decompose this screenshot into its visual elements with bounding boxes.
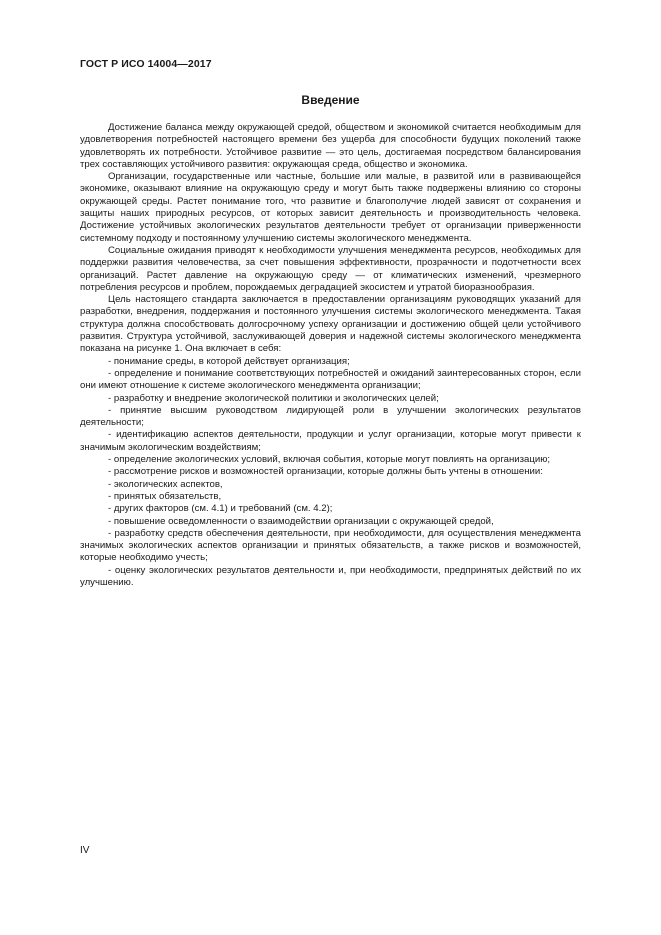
list-item: - разработку и внедрение экологической политики и экологических целей; — [108, 392, 439, 404]
paragraph: Цель настоящего стандарта заключается в предоставлении организациям руководящих указаний для разработки, внедрения, поддержания и постоянного улучшения системы экологического менеджмента. Такая структура должна способствовать долгосрочному успеху организации и достижению общей цели устойчивого развития. Структура устойчивой, заслуживающей доверия и надежной системы экологического менеджмента показана на рисунке 1. Она включает в себя: — [80, 294, 581, 355]
paragraph: Организации, государственные или частные, большие или малые, в развитой или в развивающейся экономике, оказывают влияние на окружающую среду и могут быть также подвержены влиянию со стороны окружающей среды. Растет понимание того, что развитие и благополучие людей зависят от сохранения и защиты наших природных ресурсов, от которых зависит деятельность и производительность человека. Достижение устойчивых экологических результатов деятельности требует от организации приверженности системному подходу и постоянному улучшению системы экологического менеджмента. — [80, 171, 581, 244]
list-item: - повышение осведомленности о взаимодействии организации с окружающей средой, — [108, 515, 494, 527]
list-item: - идентификацию аспектов деятельности, продукции и услуг организации, которые могут привести к значимым экологическим воздействиям; — [80, 429, 581, 453]
paragraph: Социальные ожидания приводят к необходимости улучшения менеджмента ресурсов, необходимых для поддержки развития человечества, за счет повышения эффективности, прозрачности и подотчетности всех организаций. Растет давление на окружающую среду — от климатических изменений, чрезмерного потребления ресурсов и проблем, порождаемых деградацией экосистем и утратой биоразнообразия. — [80, 244, 581, 293]
list-item: - определение и понимание соответствующих потребностей и ожиданий заинтересованных сторон, если они имеют отношение к системе экологического менеджмента организации; — [80, 367, 581, 392]
sub-list-item: - принятых обязательств, — [108, 490, 222, 502]
sub-list-item: - экологических аспектов, — [108, 478, 223, 490]
list-item: - определение экологических условий, включая события, которые могут повлиять на организацию; — [108, 454, 551, 466]
paragraph: Достижение баланса между окружающей средой, обществом и экономикой считается необходимым для удовлетворения потребностей настоящего времени без ущерба для способности будущих поколений также удовлетворять их потребности. Устойчивое развитие — это цель, достигаемая посредством балансирования трех составляющих устойчивого развития: окружающая среда, общество и экономика. — [80, 122, 581, 170]
page-number: IV — [80, 845, 90, 856]
list-item: - рассмотрение рисков и возможностей организации, которые должны быть учтены в отношении: — [108, 466, 543, 478]
body-text — [80, 122, 581, 589]
list-item: - разработку средств обеспечения деятельности, при необходимости, для осуществления менеджмента значимых экологических аспектов организации и принятых обязательств, а также рисков и возможностей, которые необходимо учесть; — [80, 527, 581, 564]
section-title: Введение — [301, 93, 360, 107]
list-item: - принятие высшим руководством лидирующей роли в улучшении экологических результатов деятельности; — [80, 404, 581, 429]
sub-list-item: - других факторов (см. 4.1) и требований (см. 4.2); — [108, 503, 333, 515]
standard-code: ГОСТ Р ИСО 14004—2017 — [80, 58, 212, 70]
list-item: - понимание среды, в которой действует организация; — [108, 355, 350, 367]
list-item: - оценку экологических результатов деятельности и, при необходимости, предпринятых действий по их улучшению. — [80, 564, 581, 588]
